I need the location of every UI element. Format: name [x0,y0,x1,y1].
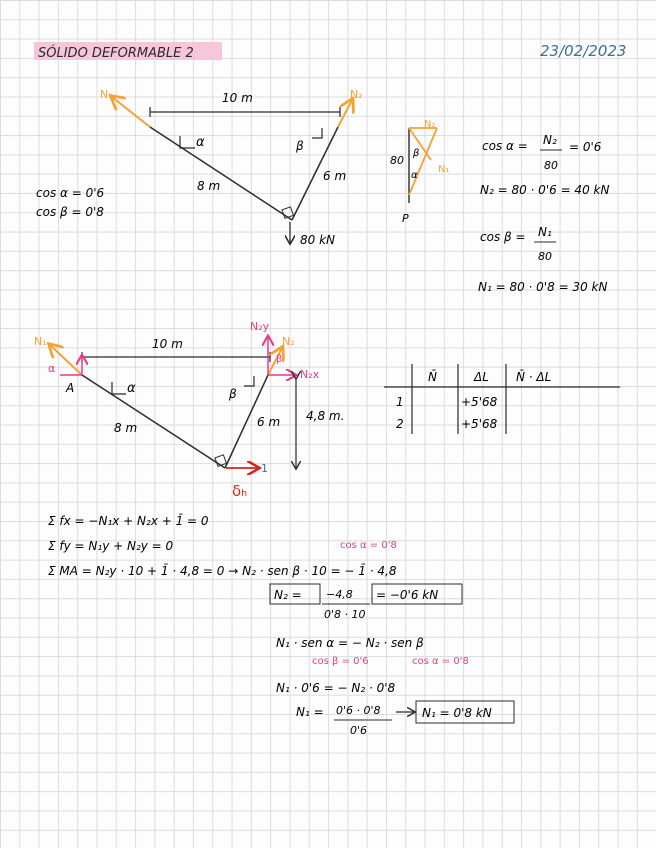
svg-text:α: α [48,362,56,375]
page-title: SÓLIDO DEFORMABLE 2 [38,46,194,61]
table-header-prod: N̄ · ΔL [516,370,552,384]
eq-sum-fy: Σ fy = N₁y + N₂y = 0 [48,539,174,553]
table-row-2-id: 2 [396,417,404,431]
svg-text:β: β [413,148,420,159]
svg-text:β: β [296,139,304,153]
svg-text:80: 80 [544,159,558,172]
n2-final: = −0'6 kN [376,588,439,602]
svg-text:10 m: 10 m [152,337,183,351]
svg-text:8 m: 8 m [197,179,221,193]
svg-text:0'8 · 10: 0'8 · 10 [324,608,366,621]
svg-text:N₁: N₁ [438,164,450,175]
force-triangle [390,119,450,225]
table-row-1-id: 1 [396,395,404,409]
calc-block-1 [478,133,609,294]
n1-result-1: N₁ = 80 · 0'8 = 30 kN [478,280,608,294]
truss-diagram-1 [36,88,363,247]
svg-text:8 m: 8 m [114,421,138,435]
svg-text:0'6 · 0'8: 0'6 · 0'8 [336,704,381,717]
svg-text:α: α [127,381,136,396]
svg-text:N₂x: N₂x [300,368,320,381]
svg-text:N₂: N₂ [282,335,295,348]
svg-text:β: β [229,387,237,401]
svg-text:cos β = 0'6: cos β = 0'6 [312,656,369,667]
svg-text:−4,8: −4,8 [326,588,353,601]
n2-result-1: N₂ = 80 · 0'6 = 40 kN [480,183,610,197]
svg-text:cos β =: cos β = [480,230,526,244]
svg-text:N₁: N₁ [34,335,47,348]
delta-label: δₕ [232,482,248,500]
svg-text:= 0'6: = 0'6 [569,140,602,154]
svg-text:N₁: N₁ [538,225,552,239]
results-table [384,364,620,434]
svg-text:80: 80 [538,250,552,263]
force-n1-arrow [112,97,150,127]
svg-text:1: 1 [261,462,268,475]
svg-text:N₁ =: N₁ = [296,705,324,719]
svg-text:N₂ =: N₂ = [274,588,302,602]
svg-text:cos α =: cos α = [482,139,528,153]
svg-text:N₂: N₂ [543,133,557,147]
svg-text:α: α [411,170,418,181]
load-label: 80 kN [300,233,336,247]
cos-beta-given: cos β = 0'8 [36,205,104,219]
svg-text:4,8 m.: 4,8 m. [306,409,345,423]
svg-text:N₁ · 0'6 = − N₂ · 0'8: N₁ · 0'6 = − N₂ · 0'8 [276,681,396,695]
eq-sum-fx: Σ fx = −N₁x + N₂x + 1̄ = 0 [48,514,209,528]
n2-label: N₂ [350,88,363,101]
n1-label: N₁ [100,88,113,101]
svg-text:α: α [196,135,205,150]
n1-final: N₁ = 0'8 kN [422,706,492,720]
cos-alpha-given: cos α = 0'6 [36,186,105,200]
svg-text:P: P [402,212,409,225]
truss-diagram-2 [34,320,344,500]
eq-sum-ma: Σ MA = N₂y · 10 + 1̄ · 4,8 = 0 → N₂ · sen β · 10 = − 1̄ · 4,8 [48,564,397,578]
svg-text:N₂: N₂ [424,119,436,130]
svg-text:N₁ · sen α = − N₂ · sen β: N₁ · sen α = − N₂ · sen β [276,636,424,650]
table-header-n: N̄ [428,370,437,384]
table-header-dl: ΔL [474,370,489,384]
page-date: 23/02/2023 [540,42,627,60]
bar-1 [150,127,292,220]
svg-text:6 m: 6 m [257,415,281,429]
svg-text:80: 80 [390,154,404,167]
span-label: 10 m [222,91,253,105]
svg-text:β: β [276,354,283,365]
table-row-2-dl: +5'68 [461,417,498,431]
svg-text:N₂y: N₂y [250,320,270,333]
node-a-label: A [66,381,75,395]
equations-block [48,514,514,737]
table-row-1-dl: +5'68 [461,395,498,409]
svg-text:cos α = 0'8: cos α = 0'8 [340,540,397,551]
svg-text:6 m: 6 m [323,169,347,183]
svg-text:cos α = 0'8: cos α = 0'8 [412,656,469,667]
svg-text:0'6: 0'6 [350,724,368,737]
